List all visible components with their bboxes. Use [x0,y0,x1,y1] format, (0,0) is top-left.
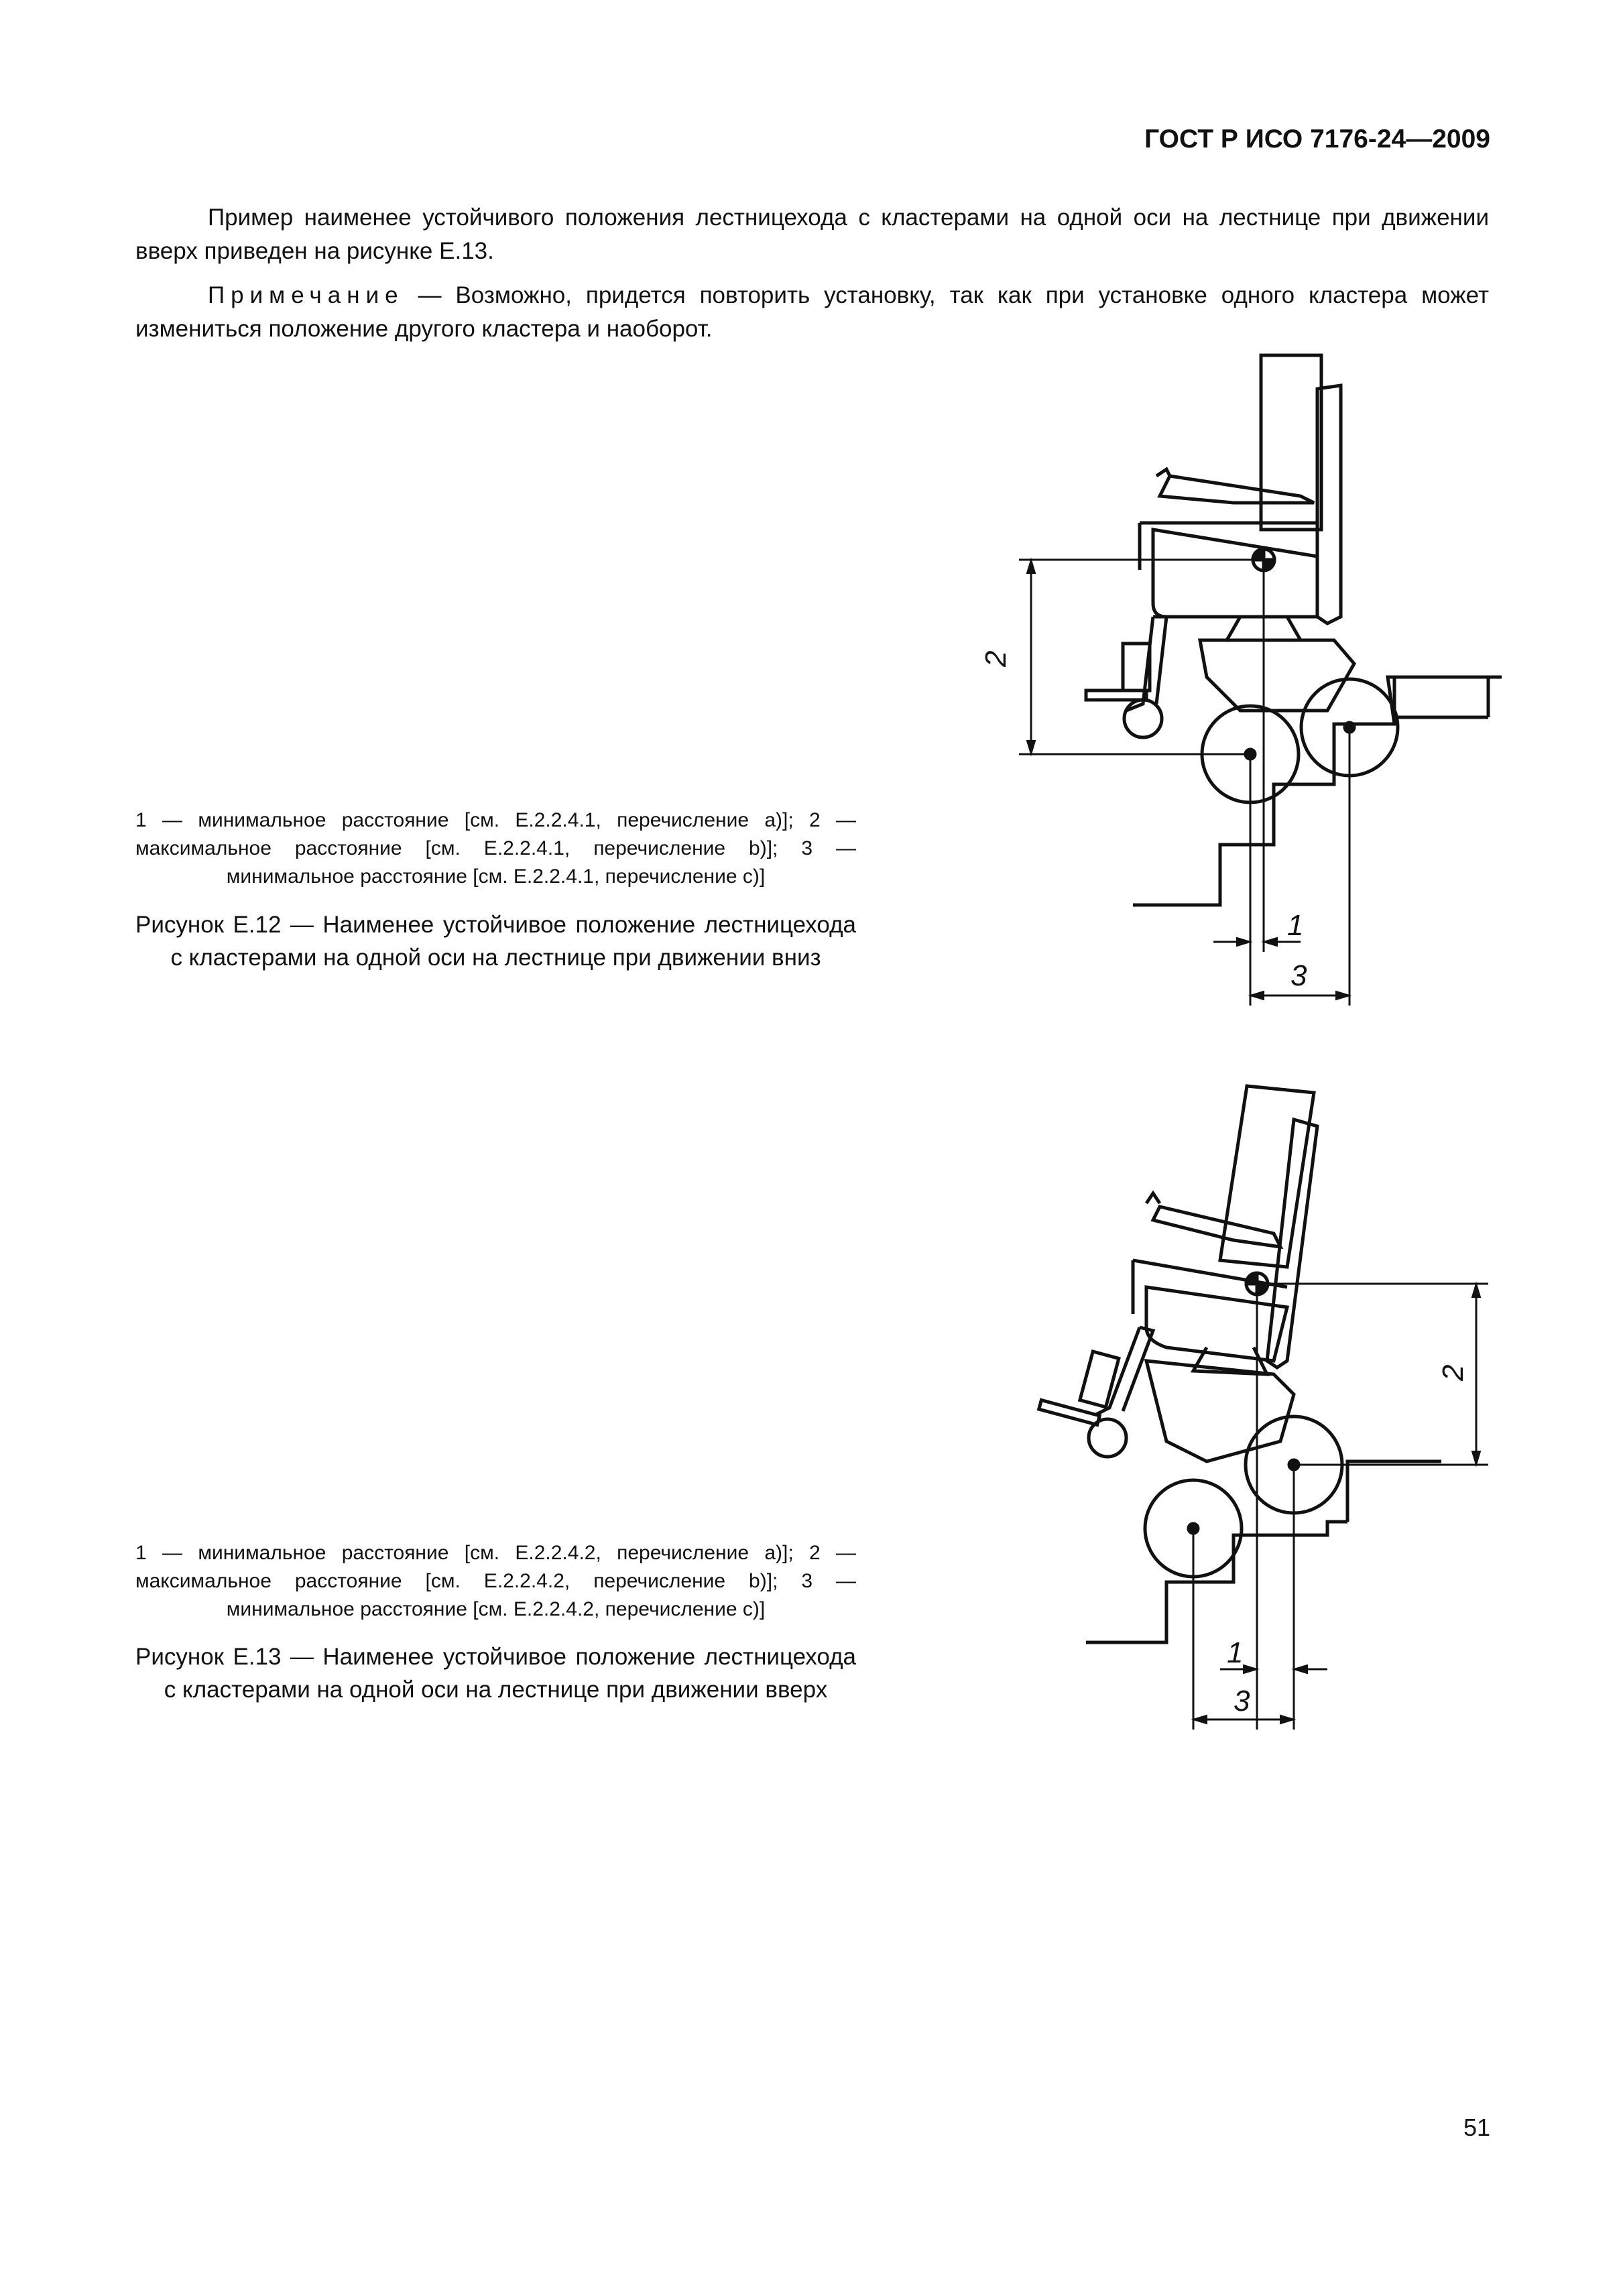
dimension-label-3: 3 [1234,1685,1250,1717]
document-header: ГОСТ Р ИСО 7176-24—2009 [1144,125,1490,154]
note-label: Примечание [208,282,404,308]
seat-cushion [1153,530,1317,617]
armrest [1160,476,1314,503]
seat-cushion [1146,1287,1287,1361]
figure-e13-caption: Рисунок Е.13 — Наименее устойчивое положение лестницехода с кластерами на одной оси на лестнице при движении вверх [135,1644,856,1703]
stair-outline [1086,1522,1347,1642]
note-text: — Возможно, придется повторить установку, так как при установке одного кластера может измениться положение другого кластера и наоборот. [135,282,1489,342]
joystick [1156,469,1170,476]
figure-e13-legend: 1 — минимальное расстояние [см. Е.2.2.4.2, перечисление a)]; 2 — максимальное расстояние [см. Е.2.2.4.2, перечисление b)]; 3 — минимальное расстояние [см. Е.2.2.4.2, перечисление c)] [135,1542,856,1620]
joystick [1146,1193,1160,1203]
figure-e12-diagram [952,335,1502,1019]
page-number: 51 [1463,2114,1490,2141]
stair-outline [1347,1461,1435,1522]
dimension-label-3: 3 [1290,959,1307,992]
dimension-arrow [1244,1665,1307,1673]
dimension-label-2: 2 [1437,1364,1469,1381]
footrest-frame [1096,1327,1153,1414]
base-frame [1200,640,1354,711]
base-frame [1146,1361,1294,1461]
footplate [1086,690,1146,700]
figure-e12-caption: Рисунок Е.12 — Наименее устойчивое положение лестницехода с кластерами на одной оси на лестнице при движении вниз [135,912,856,971]
dimension-label-2: 2 [979,650,1012,667]
armrest [1153,1207,1280,1247]
figure-e12-legend: 1 — минимальное расстояние [см. Е.2.2.4.1, перечисление a)]; 2 — максимальное расстояние [см. Е.2.2.4.1, перечисление b)]; 3 — минимальное расстояние [см. Е.2.2.4.1, перечисление c)] [135,809,856,888]
dimension-arrow [1237,938,1277,946]
figure-e13-diagram [952,1066,1502,1750]
dimension-label-1: 1 [1287,909,1304,942]
body-paragraph: Пример наименее устойчивого положения лестницехода с кластерами на одной оси на лестнице при движении вверх приведен на рисунке Е.13. [135,204,1489,264]
dimension-label-1: 1 [1227,1636,1244,1669]
caster-wheel [1089,1419,1126,1457]
